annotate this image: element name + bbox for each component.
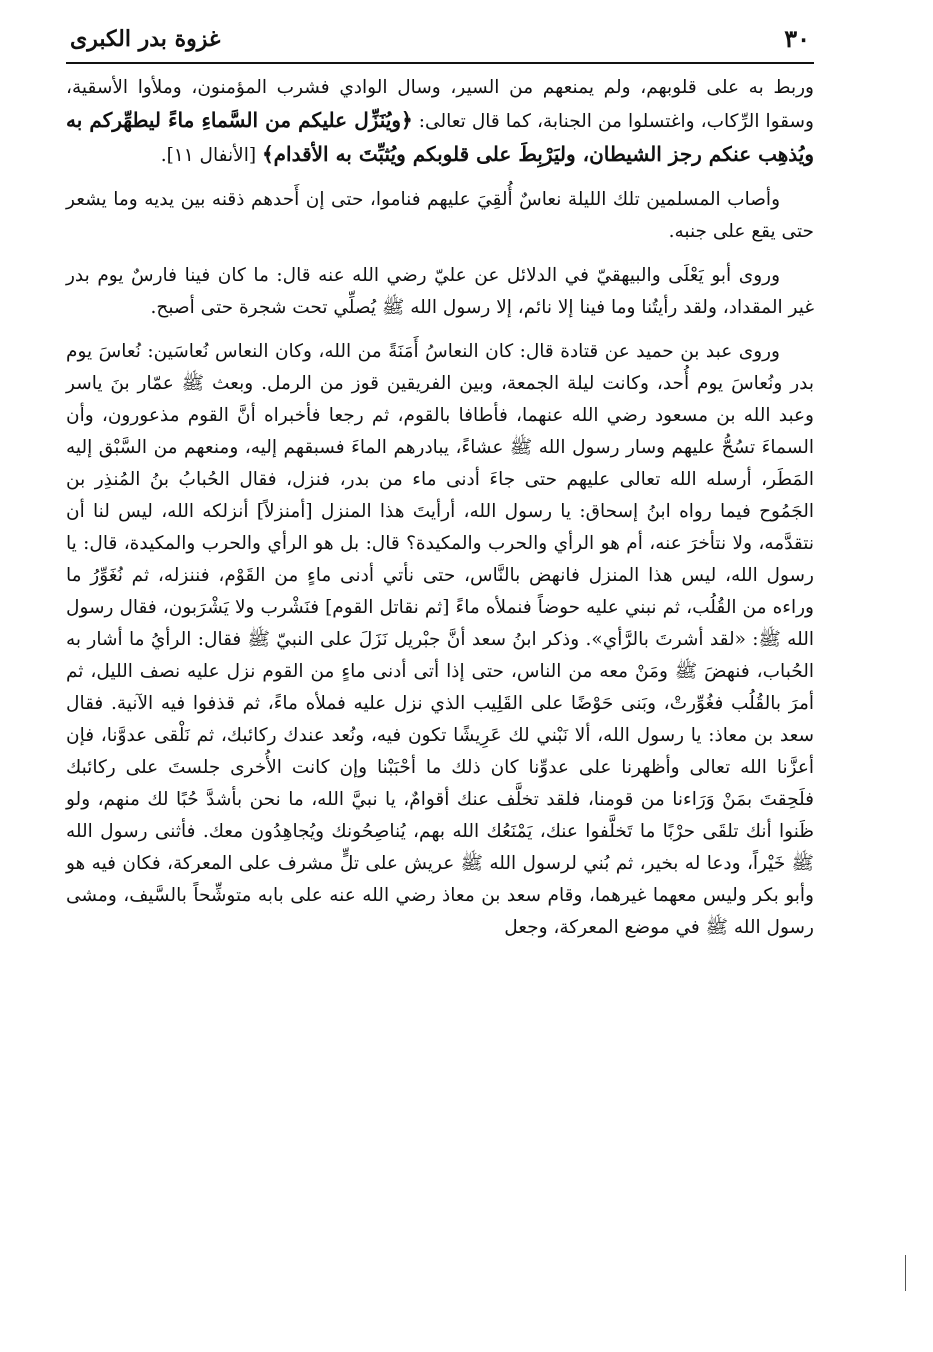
verse-citation: [الأنفال ١١].: [160, 145, 262, 166]
page-header: [66, 22, 814, 62]
page-number: ٣٠: [784, 24, 810, 53]
running-title: غزوة بدر الكبرى: [70, 26, 221, 52]
paragraph-text: وربط به على قلوبهم، ولم يمنعهم من السير، وسال الوادي فشرب المؤمنون، وملأوا الأسقية، وسقوا الرِّكاب، واغتسلوا من الجنابة، كما قال تعالى:: [66, 77, 814, 132]
paragraph-rain: [66, 72, 814, 172]
paragraph-drowsiness: وأصاب المسلمين تلك الليلة نعاسٌ أُلقِيَ عليهم فناموا، حتى إن أَحدهم ذقنه بين يديه وما يشعر حتى يقع على جنبه.: [66, 189, 814, 242]
margin-mark: [905, 1255, 906, 1291]
quran-verse: ﴿ويُنَزِّل عليكم من السَّماءِ ماءً ليطهِّركم به ويُذهِب عنكم رجز الشيطان، وليَرْبِطَ على قلوبكم ويُثبِّتَ به الأقدام﴾: [66, 108, 814, 166]
paragraph-qatada-narration: وروى عبد بن حميد عن قتادة قال: كان النعاسُ أَمَنَةً من الله، وكان النعاس نُعاسَين: نُعاسَ يوم بدر ونُعاسَ يوم أُحد، وكانت ليلة الجمعة، وبين الفريقين قوز من الرمل. وبعث ﷺ عمّار بنَ ياسر وعبد الله بن مسعود رضي الله عنهما، فأطافا بالقوم، ثم رجعا فأخبراه أنَّ القوم مذعورون، وأن السماءَ تسُحُّ عليهم وسار رسول الله ﷺ عشاءً، يبادرهم الماءَ فسبقهم إليه، ومنعهم من السَّبْق إليه المَطَر، أرسله الله تعالى عليهم حتى جاءَ أدنى ماء من بدر، فنزل، فقال الحُبابُ بنُ المُنذِر بن الجَمُوح فيما رواه ابنُ إسحاق: يا رسول الله، أرأيتَ هذا المنزل [أمنزلاً] أنزلكه الله، ليس لنا أن نتقدَّمه، ولا نتأخرَ عنه، أم هو الرأي والحرب والمكيدة؟ قال: بل هو الرأي والحرب والمكيدة، قال: يا رسول الله، ليس هذا المنزل فانهض بالنَّاس، حتى نأتي أدنى ماءٍ من القَوْم، فننزله، ثم نُغَوِّرُ ما وراءه من القُلُب، ثم نبني عليه حوضاً فنملأه ماءً [ثم نقاتل القوم] فنَشْرب ولا يَشْرَبون، فقال رسول الله ﷺ: «لقد أشرتَ بالرَّأي». وذكر ابنُ سعد أنَّ جبْريل نَزَلَ على النبيّ ﷺ فقال: الرأيُ ما أشار به الحُباب، فنهضَ ﷺ ومَنْ معه من الناس، حتى إذا أتى أدنى ماءٍ من القوم نزل عليه نصف الليل، ثم أمرَ بالقُلُب فغُوِّرتْ، وبَنى حَوْضًا على القَلِيب الذي نزل عليه فملأه ماءً، ثم قذفوا فيه الآنية. فقال سعد بن معاذ: يا رسول الله، ألا نَبْني لك عَرِيشًا تكون فيه، ونُعد عندك ركائبك، ثم نَلْقى عدوَّنا، فإن أعزَّنا الله تعالى وأظهرنا على عدوِّنا كان ذلك ما أحْبَبْنا وإن كانت الأُخرى جلستَ على ركائبك فلَحِقتَ بمَنْ وَرَاءنا من قومنا، فلقد تخلَّف عنك أقوامٌ، يا نبيَّ الله، ما نحن بأشدَّ حُبًا لك منهم، ولو ظَنوا أنك تلقَى حرْبًا ما تَخلَّفوا عنك، يَمْنَعُك الله بهم، يُناصِحُونك ويُجاهِدُون معك. فأثنى رسول الله ﷺ خَيْراً، ودعا له بخير، ثم بُني لرسول الله ﷺ عريش على تلٍّ مشرف على المعركة، فكان فيه هو وأبو بكر وليس معهما غيرهما، وقام سعد بن معاذ رضي الله عنه على بابه متوشِّحاً بالسَّيف، ومشى رسول الله ﷺ في موضع المعركة، وجعل: [66, 341, 814, 938]
page-body: [66, 72, 814, 956]
header-divider: [66, 62, 814, 64]
paragraph-ali-narration: وروى أبو يَعْلَى والبيهقيّ في الدلائل عن عليّ رضي الله عنه قال: ما كان فينا فارسٌ يوم بدر غير المقداد، ولقد رأيتُنا وما فينا إلا نائم، إلا رسول الله ﷺ يُصلِّي تحت شجرة حتى أصبح.: [66, 265, 814, 318]
